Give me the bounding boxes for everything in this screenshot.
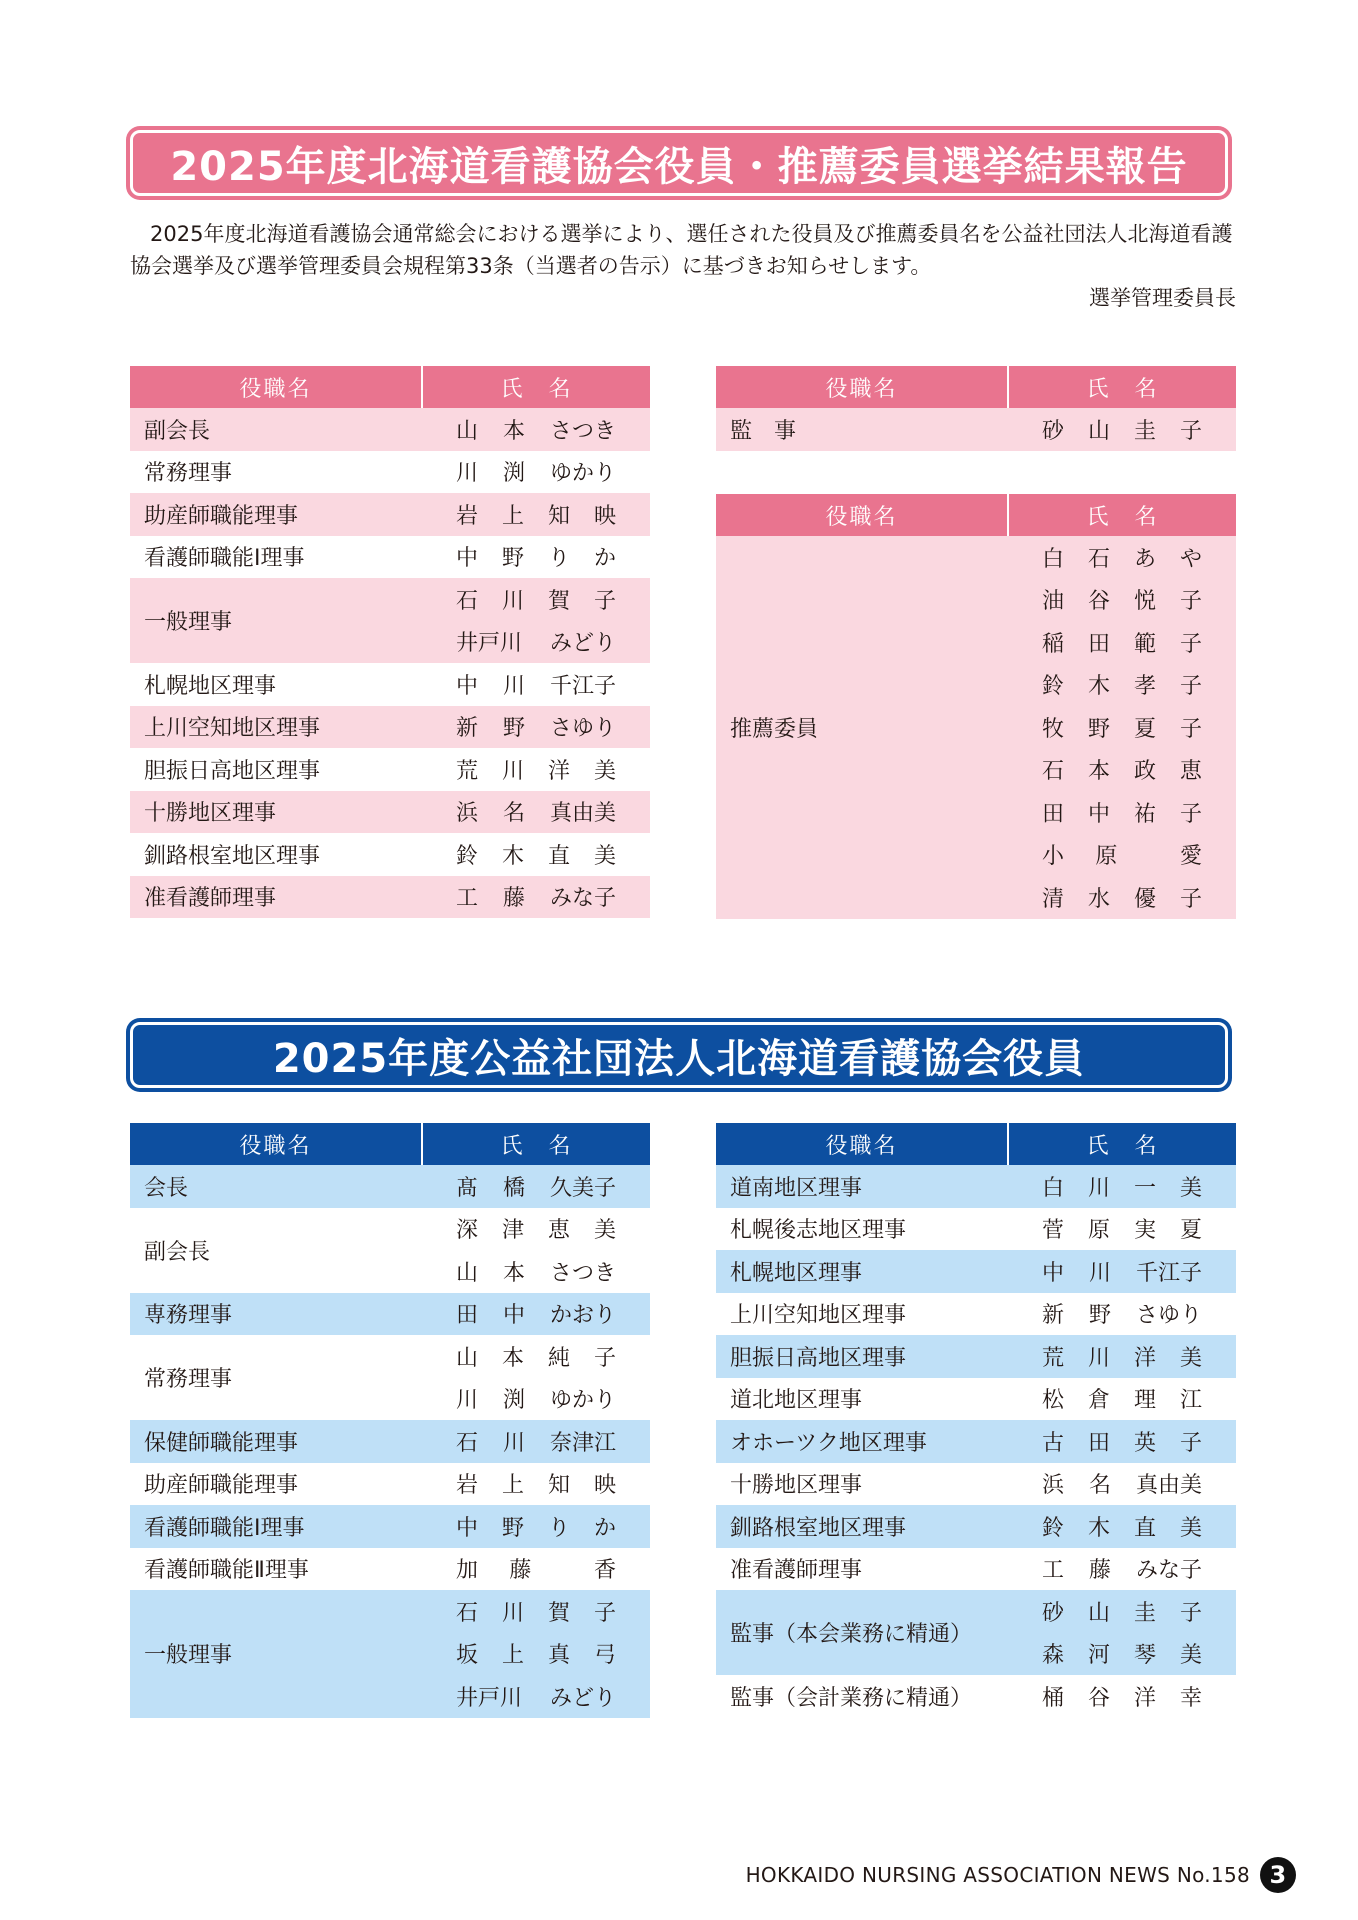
officer-name: 鈴 木 孝 子 xyxy=(1008,664,1236,707)
table-row xyxy=(130,663,650,706)
officer-role: 十勝地区理事 xyxy=(130,791,422,834)
signature: 選挙管理委員長 xyxy=(1089,286,1236,310)
officer-role: 副会長 xyxy=(144,1239,211,1265)
officer-name: 荒 川 洋 美 xyxy=(456,758,616,784)
table-row xyxy=(130,1548,650,1591)
officer-role: 監 事 xyxy=(716,408,1008,451)
officer-role: 釧路根室地区理事 xyxy=(144,843,321,869)
officer-role: 上川空知地区理事 xyxy=(730,1303,907,1329)
officers-left-table xyxy=(130,1123,650,1718)
table-row xyxy=(130,578,650,621)
officer-name: 加 藤 香 xyxy=(456,1558,616,1584)
section1-banner xyxy=(126,126,1232,200)
officer-name: 深 津 恵 美 xyxy=(456,1218,616,1244)
officer-role: 釧路根室地区理事 xyxy=(716,1505,1008,1548)
officer-role: 一般理事 xyxy=(130,578,422,663)
officer-role: 道南地区理事 xyxy=(716,1165,1008,1208)
officer-name: 新 野 さゆり xyxy=(422,706,650,749)
officer-role: 上川空知地区理事 xyxy=(130,706,422,749)
officer-role: 監事（本会業務に精通） xyxy=(716,1590,1008,1675)
table-row xyxy=(716,408,1236,451)
officer-name: 浜 名 真由美 xyxy=(1042,1473,1202,1499)
table-row xyxy=(716,1293,1236,1336)
officer-role: 専務理事 xyxy=(130,1293,422,1336)
header-name: 氏 名 xyxy=(1008,366,1236,408)
table-row xyxy=(130,451,650,494)
officer-name: 松 倉 理 江 xyxy=(1042,1388,1202,1414)
officer-role: 准看護師理事 xyxy=(130,876,422,919)
officer-role: 常務理事 xyxy=(144,461,233,487)
officer-name: 石 本 政 恵 xyxy=(1008,749,1236,792)
table-row xyxy=(130,408,650,451)
officer-name: 山 本 さつき xyxy=(422,408,650,451)
table-row xyxy=(716,1165,1236,1208)
table-row xyxy=(130,1463,650,1506)
officer-name: 砂 山 圭 子 xyxy=(1008,1590,1236,1633)
page-number: 3 xyxy=(1260,1857,1296,1893)
officer-name: 岩 上 知 映 xyxy=(422,493,650,536)
officer-name: 小 原 愛 xyxy=(1008,834,1236,877)
officer-role: 副会長 xyxy=(130,408,422,451)
officer-role: 札幌地区理事 xyxy=(144,673,277,699)
footer xyxy=(746,1857,1296,1893)
officer-name: 浜 名 真由美 xyxy=(422,791,650,834)
officer-name: 荒 川 洋 美 xyxy=(1008,1335,1236,1378)
officer-name: 菅 原 実 夏 xyxy=(1042,1218,1202,1244)
officer-name: 川 渕 ゆかり xyxy=(456,461,616,487)
table-row xyxy=(130,1293,650,1336)
officer-role: 十勝地区理事 xyxy=(730,1473,863,1499)
officer-role: 看護師職能Ⅱ理事 xyxy=(144,1558,309,1584)
officer-name: 石 川 奈津江 xyxy=(422,1420,650,1463)
officer-name: 中 野 り か xyxy=(456,546,616,572)
table-row xyxy=(716,536,1236,579)
officer-name: 中 川 千江子 xyxy=(1008,1250,1236,1293)
table-row xyxy=(130,1165,650,1208)
table-row xyxy=(130,1420,650,1463)
officer-role: 常務理事 xyxy=(144,1367,233,1392)
officer-name: 石 川 賀 子 xyxy=(422,1590,650,1633)
officer-role: 札幌後志地区理事 xyxy=(730,1218,907,1244)
officers-right-table xyxy=(716,1123,1236,1718)
officer-role: 胆振日高地区理事 xyxy=(144,758,321,784)
table-row xyxy=(716,1590,1236,1633)
header-role: 役職名 xyxy=(130,1123,422,1165)
section2-banner xyxy=(126,1018,1232,1092)
table-row xyxy=(130,791,650,834)
footer-text: HOKKAIDO NURSING ASSOCIATION NEWS No.158 xyxy=(745,1863,1250,1887)
officer-name: 清 水 優 子 xyxy=(1008,876,1236,919)
officer-role: 看護師職能Ⅰ理事 xyxy=(144,546,305,572)
officer-role: 助産師職能理事 xyxy=(144,1473,299,1499)
officer-name: 工 藤 みな子 xyxy=(422,876,650,919)
officer-name: 石 川 賀 子 xyxy=(422,578,650,621)
table-row xyxy=(716,1420,1236,1463)
header-name: 氏 名 xyxy=(422,366,650,408)
officer-name: 鈴 木 直 美 xyxy=(456,843,616,869)
table-row xyxy=(716,1505,1236,1548)
header-name: 氏 名 xyxy=(1008,494,1236,536)
officer-name: 井戸川 みどり xyxy=(422,621,650,664)
officer-name: 古 田 英 子 xyxy=(1008,1420,1236,1463)
officer-name: 砂 山 圭 子 xyxy=(1008,408,1236,451)
table-row xyxy=(130,1335,650,1378)
table-row xyxy=(716,1378,1236,1421)
officer-name: 新 野 さゆり xyxy=(1042,1303,1202,1329)
officer-role: 一般理事 xyxy=(130,1590,422,1718)
officer-name: 中 野 り か xyxy=(422,1505,650,1548)
election-officers-table xyxy=(130,366,650,918)
table-row xyxy=(130,706,650,749)
table-row xyxy=(130,876,650,919)
officer-name: 田 中 祐 子 xyxy=(1008,791,1236,834)
header-role: 役職名 xyxy=(130,366,422,408)
officer-name: 岩 上 知 映 xyxy=(456,1473,616,1499)
table-row xyxy=(716,1208,1236,1251)
table-row xyxy=(716,1548,1236,1591)
officer-role: 札幌地区理事 xyxy=(716,1250,1008,1293)
table-row xyxy=(716,1250,1236,1293)
officer-role: 推薦委員 xyxy=(716,536,1008,919)
table-row xyxy=(130,536,650,579)
officer-role: 胆振日高地区理事 xyxy=(716,1335,1008,1378)
officer-name: 稲 田 範 子 xyxy=(1008,621,1236,664)
table-row xyxy=(130,493,650,536)
officer-role: 准看護師理事 xyxy=(730,1558,863,1584)
table-row xyxy=(716,1463,1236,1506)
officer-role: オホーツク地区理事 xyxy=(716,1420,1008,1463)
committee-table xyxy=(716,494,1236,919)
officer-role: 監事（会計業務に精通） xyxy=(730,1685,973,1711)
officer-name: 井戸川 みどり xyxy=(422,1675,650,1718)
officer-name: 田 中 かおり xyxy=(422,1293,650,1336)
officer-name: 髙 橋 久美子 xyxy=(422,1165,650,1208)
officer-role: 道北地区理事 xyxy=(730,1388,863,1414)
officer-name: 山 本 純 子 xyxy=(456,1345,616,1371)
intro-text: 2025年度北海道看護協会通常総会における選挙により、選任された役員及び推薦委員名を公益社団法人北海道看護協会選挙及び選挙管理委員会規程第33条（当選者の告示）に基づきお知らせします。 xyxy=(130,222,1233,278)
officer-name: 牧 野 夏 子 xyxy=(1008,706,1236,749)
officer-name: 白 川 一 美 xyxy=(1008,1165,1236,1208)
section2-title: 2025年度公益社団法人北海道看護協会役員 xyxy=(130,1022,1228,1088)
officer-name: 工 藤 みな子 xyxy=(1042,1558,1202,1584)
header-name: 氏 名 xyxy=(1008,1123,1236,1165)
officer-name: 白 石 あ や xyxy=(1008,536,1236,579)
officer-role: 助産師職能理事 xyxy=(130,493,422,536)
officer-name: 鈴 木 直 美 xyxy=(1008,1505,1236,1548)
table-row xyxy=(716,1335,1236,1378)
officer-name: 森 河 琴 美 xyxy=(1008,1633,1236,1676)
header-name: 氏 名 xyxy=(422,1123,650,1165)
officer-role: 看護師職能Ⅰ理事 xyxy=(130,1505,422,1548)
header-role: 役職名 xyxy=(716,494,1008,536)
table-row xyxy=(130,1590,650,1633)
auditor-table xyxy=(716,366,1236,451)
officer-name: 中 川 千江子 xyxy=(456,673,616,699)
table-row xyxy=(130,748,650,791)
officer-role: 保健師職能理事 xyxy=(130,1420,422,1463)
header-role: 役職名 xyxy=(716,366,1008,408)
officer-role: 会長 xyxy=(130,1165,422,1208)
table-row xyxy=(130,1208,650,1251)
table-row xyxy=(130,1505,650,1548)
table-row xyxy=(716,1675,1236,1718)
officer-name: 川 渕 ゆかり xyxy=(456,1388,616,1414)
officer-name: 坂 上 真 弓 xyxy=(422,1633,650,1676)
officer-name: 桶 谷 洋 幸 xyxy=(1042,1685,1202,1711)
section1-title: 2025年度北海道看護協会役員・推薦委員選挙結果報告 xyxy=(130,130,1228,196)
officer-name: 油 谷 悦 子 xyxy=(1008,579,1236,622)
intro-block xyxy=(130,218,1236,314)
table-row xyxy=(130,833,650,876)
officer-name: 山 本 さつき xyxy=(456,1260,616,1286)
header-role: 役職名 xyxy=(716,1123,1008,1165)
